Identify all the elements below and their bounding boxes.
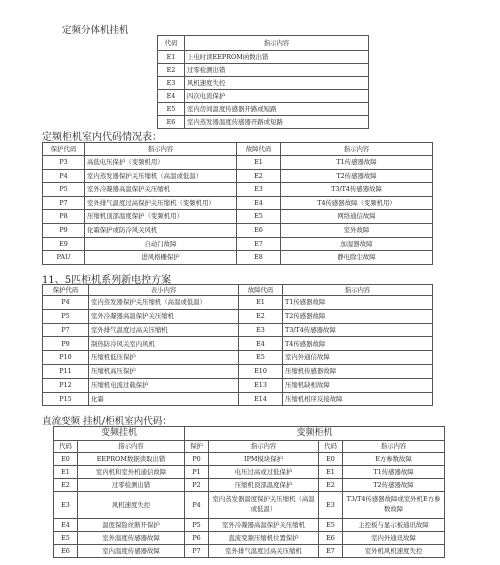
section3-table [42,284,433,406]
left-group-title: 变频挂机 [54,427,185,441]
table-cell: 室内蒸发器保护关压缩机（高温或低温） [85,169,237,183]
table-row [158,64,369,77]
table-cell: 电压过高或过低保护 [209,466,319,479]
table-row [54,519,445,532]
table-cell: 室内温度传感器故障 [78,545,185,558]
table-row [158,77,369,90]
table-cell: E14 [239,392,283,406]
table-cell: E7 [237,237,281,251]
col-header: 指示内容 [209,441,319,453]
table-cell: T1传感器故障 [343,466,445,479]
table-cell: P4 [43,296,89,310]
table-cell: E2 [158,64,185,77]
table-cell: P12 [43,378,89,392]
table-cell: 四次电流保护 [185,90,369,103]
table-row [43,323,433,337]
table-cell: E6 [237,223,281,237]
table-cell: P6 [185,532,209,545]
table-cell: 室内蒸发器温度传感器开路或短路 [185,116,369,129]
table-cell: E0 [54,453,78,466]
table-cell: 压缩机高压保护 [89,364,239,378]
col-header: 指示内容 [185,36,369,51]
table-row [43,364,433,378]
table-cell: T2传感器故障 [283,309,433,323]
table-row [43,392,433,406]
table-cell: 风机速度失控 [185,77,369,90]
table-cell: T1传感器故障 [281,156,433,170]
table-cell: 室内外通信故障 [283,351,433,365]
table-cell: E5 [158,103,185,116]
table-cell: P0 [185,453,209,466]
table-row [43,251,433,265]
table-cell: E10 [239,364,283,378]
table-cell: 自动门故障 [85,237,237,251]
table-cell: E7 [319,545,343,558]
table-cell: 压缩机缺相故障 [283,378,433,392]
table-cell: P10 [43,351,89,365]
table-cell: E2 [319,479,343,492]
col-header: 指示内容 [283,285,433,296]
table-cell: T3/T4传感器故障 [283,323,433,337]
col-header: 代码 [319,441,343,453]
col-header: 指示内容 [85,143,237,156]
table-cell: P5 [43,183,85,197]
table-row [54,453,445,466]
table-cell: E13 [239,378,283,392]
col-header: 表小内容 [89,285,239,296]
table-row [54,545,445,558]
table-cell: T3/T4传感器故障 [281,183,433,197]
table-row [43,237,433,251]
table-row [158,51,369,64]
table-cell: P11 [43,364,89,378]
table-cell: 加湿器故障 [281,237,433,251]
table-cell: P9 [43,223,85,237]
table-row [43,378,433,392]
table-cell: IPM模块保护 [209,453,319,466]
table-cell: 高低电压保护（变频机用） [85,156,237,170]
table-cell: 静电除尘故障 [281,251,433,265]
section2-table [42,142,433,265]
section4-title: 直流变频 挂机/柜机室内代码： [42,416,172,427]
table-cell: 压缩机传感器故障 [283,364,433,378]
table-cell: E4 [158,90,185,103]
table-cell: E4 [54,519,78,532]
col-header: 保护 [185,441,209,453]
table-cell: E9 [43,237,85,251]
table-cell: 风机速度失控 [78,492,185,519]
table-row [158,116,369,129]
table-cell: 直流变频压缩机位置保护 [209,532,319,545]
table-cell: E6 [319,532,343,545]
table-cell: 室内蒸发器保护关压缩机（高温或低温） [89,296,239,310]
table-cell: 室外温度传感器故障 [78,532,185,545]
right-group-title: 变频柜机 [185,427,445,441]
table-cell: E3 [237,183,281,197]
section4-table [53,426,445,558]
table-cell: 室内机和室外机通信故障 [78,466,185,479]
table-cell: 室内外通讯故障 [343,532,445,545]
table-cell: P15 [43,392,89,406]
table-cell: T2传感器故障 [343,479,445,492]
table-cell: 压缩机相序反接故障 [283,392,433,406]
table-cell: 室外冷凝器高温保护关压缩机 [209,519,319,532]
table-cell: E3 [158,77,185,90]
table-row [54,479,445,492]
table-cell: E方参数故障 [343,453,445,466]
section2-title: 定频柜机室内代码情况表： [42,132,162,143]
table-cell: P5 [185,519,209,532]
table-cell: 压缩机低压保护 [89,351,239,365]
table-cell: E5 [54,532,78,545]
table-cell: 化霜 [89,392,239,406]
table-cell: E8 [237,251,281,265]
section3-title: 11、5匹柜机系列新电控方案 [42,275,172,286]
table-cell: 上电时读EEPROM函数出错 [185,51,369,64]
table-cell: T2传感器故障 [281,169,433,183]
table-cell: 室外排气温度过高保护关压缩机（变频机用） [85,196,237,210]
table-cell: E6 [54,545,78,558]
table-cell: E6 [158,116,185,129]
table-row [158,90,369,103]
table-cell: E5 [239,351,283,365]
table-row [43,351,433,365]
table-cell: P7 [43,196,85,210]
table-cell: 室内房间温度传感器开路或短路 [185,103,369,116]
table-row [158,103,369,116]
table-cell: P4 [43,169,85,183]
table-cell: E2 [54,479,78,492]
table-cell: 室外冷凝器高温保护关压缩机 [85,183,237,197]
table-cell: E3 [319,492,343,519]
table-cell: E4 [239,337,283,351]
table-cell: 压缩机顶部温度保护（变频机用） [85,210,237,224]
table-cell: P5 [43,309,89,323]
table-row [43,196,433,210]
table-cell: P9 [43,337,89,351]
table-cell: E1 [54,466,78,479]
table-cell: 过零检测出错 [185,64,369,77]
table-cell: E4 [237,196,281,210]
col-header: 故障代码 [237,143,281,156]
table-cell: 压缩机电流过载保护 [89,378,239,392]
col-header: 代码 [54,441,78,453]
table-cell: 压缩机顶部温度保护 [209,479,319,492]
table-cell: 室外冷凝器高温保护关压缩机 [89,309,239,323]
table-cell: 主控板与显示板通讯故障 [343,519,445,532]
table-row [43,309,433,323]
col-header: 保护代码 [43,143,85,156]
table-cell: E0 [319,453,343,466]
table-cell: T4传感器故障 [283,337,433,351]
table-cell: T4传感器故障（变频机用） [281,196,433,210]
table-cell: 室外机风机速度失控 [343,545,445,558]
table-cell: PAU [43,251,85,265]
table-cell: P3 [43,156,85,170]
table-row [43,223,433,237]
table-row [43,337,433,351]
table-row [43,210,433,224]
table-cell: P8 [43,210,85,224]
table-row [43,296,433,310]
col-header: 指示内容 [78,441,185,453]
table-cell: 化霜保护或防冷风关风机 [85,223,237,237]
table-cell: E5 [237,210,281,224]
table-cell: 室内蒸发器温度保护关压缩机（高温或低温） [209,492,319,519]
table-row [43,156,433,170]
table-cell: P7 [185,545,209,558]
table-row [54,532,445,545]
col-header: 代码 [158,36,185,51]
table-cell: P4 [185,492,209,519]
table-cell: 室外排气温度过高关压缩机 [209,545,319,558]
table-cell: E1 [237,156,281,170]
table-cell: E1 [158,51,185,64]
col-header: 指示内容 [281,143,433,156]
table-cell: E3 [239,323,283,337]
table-cell: 进风格栅保护 [85,251,237,265]
table-cell: E5 [319,519,343,532]
table-cell: E2 [239,309,283,323]
table-cell: E2 [237,169,281,183]
section1-table [157,35,369,129]
table-cell: 室外排气温度过高关压缩机 [89,323,239,337]
table-cell: 网络通信故障 [281,210,433,224]
table-cell: P7 [43,323,89,337]
table-cell: EEPROM数据读取出错 [78,453,185,466]
table-cell: E1 [239,296,283,310]
table-cell: 室外故障 [281,223,433,237]
table-cell: 制热防冷风关室内风机 [89,337,239,351]
section1-title: 定频分体机挂机 [62,25,129,36]
table-row [54,492,445,519]
col-header: 指示内容 [343,441,445,453]
col-header: 故障代码 [239,285,283,296]
col-header: 保护代码 [43,285,89,296]
table-row [43,169,433,183]
table-cell: P2 [185,479,209,492]
table-cell: P1 [185,466,209,479]
table-cell: E1 [319,466,343,479]
table-cell: E3 [54,492,78,519]
table-row [54,466,445,479]
table-cell: T1传感器故障 [283,296,433,310]
table-cell: T3/T4传感器故障或室外机E方参数故障 [343,492,445,519]
table-cell: 过零检测出错 [78,479,185,492]
table-row [43,183,433,197]
table-cell: 温度保险丝断开保护 [78,519,185,532]
